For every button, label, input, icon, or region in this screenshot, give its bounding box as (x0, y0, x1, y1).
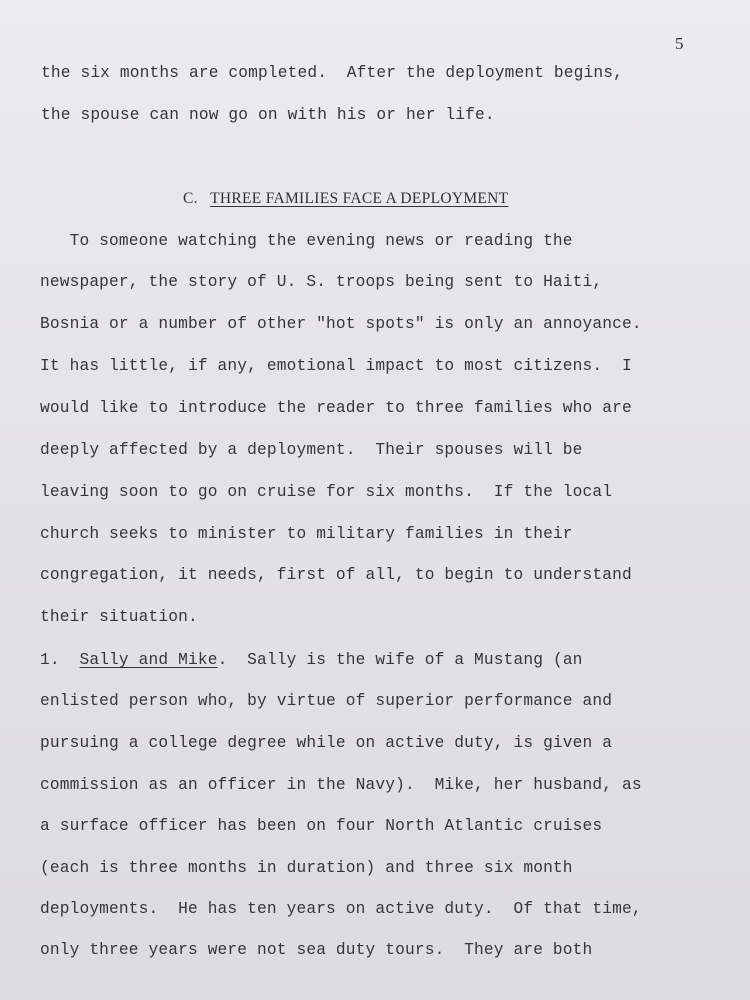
list-item-text: . Sally is the wife of a Mustang (an (217, 651, 583, 669)
text-line: the six months are completed. After the deployment begins, (41, 64, 623, 82)
text-line: commission as an officer in the Navy). Mike, her husband, as (40, 776, 642, 794)
section-heading (183, 190, 508, 208)
list-item-name: Sally and Mike (79, 651, 218, 669)
text-line: It has little, if any, emotional impact to most citizens. I (40, 357, 632, 375)
text-line: only three years were not sea duty tours. They are both (40, 941, 593, 959)
text-line: leaving soon to go on cruise for six months. If the local (40, 483, 613, 501)
page-number: 5 (675, 34, 684, 53)
text-line: the spouse can now go on with his or her life. (41, 106, 495, 124)
text-line: deeply affected by a deployment. Their spouses will be (40, 441, 583, 459)
text-line: enlisted person who, by virtue of superior performance and (40, 692, 613, 710)
text-line: Bosnia or a number of other "hot spots" is only an annoyance. (40, 315, 642, 333)
section-label: C. (183, 190, 198, 207)
text-line: church seeks to minister to military families in their (40, 525, 573, 543)
text-line: congregation, it needs, first of all, to begin to understand (40, 566, 632, 584)
text-line: To someone watching the evening news or reading the (40, 232, 573, 250)
text-line: their situation. (40, 608, 198, 626)
list-item-heading (40, 651, 583, 669)
text-line: deployments. He has ten years on active duty. Of that time, (40, 900, 642, 918)
text-line: (each is three months in duration) and three six month (40, 859, 573, 877)
section-title: THREE FAMILIES FACE A DEPLOYMENT (210, 190, 509, 207)
list-item-number: 1. (40, 651, 80, 669)
text-line: would like to introduce the reader to three families who are (40, 399, 632, 417)
text-line: a surface officer has been on four North Atlantic cruises (40, 817, 603, 835)
text-line: pursuing a college degree while on active duty, is given a (40, 734, 613, 752)
text-line: newspaper, the story of U. S. troops being sent to Haiti, (40, 273, 603, 291)
